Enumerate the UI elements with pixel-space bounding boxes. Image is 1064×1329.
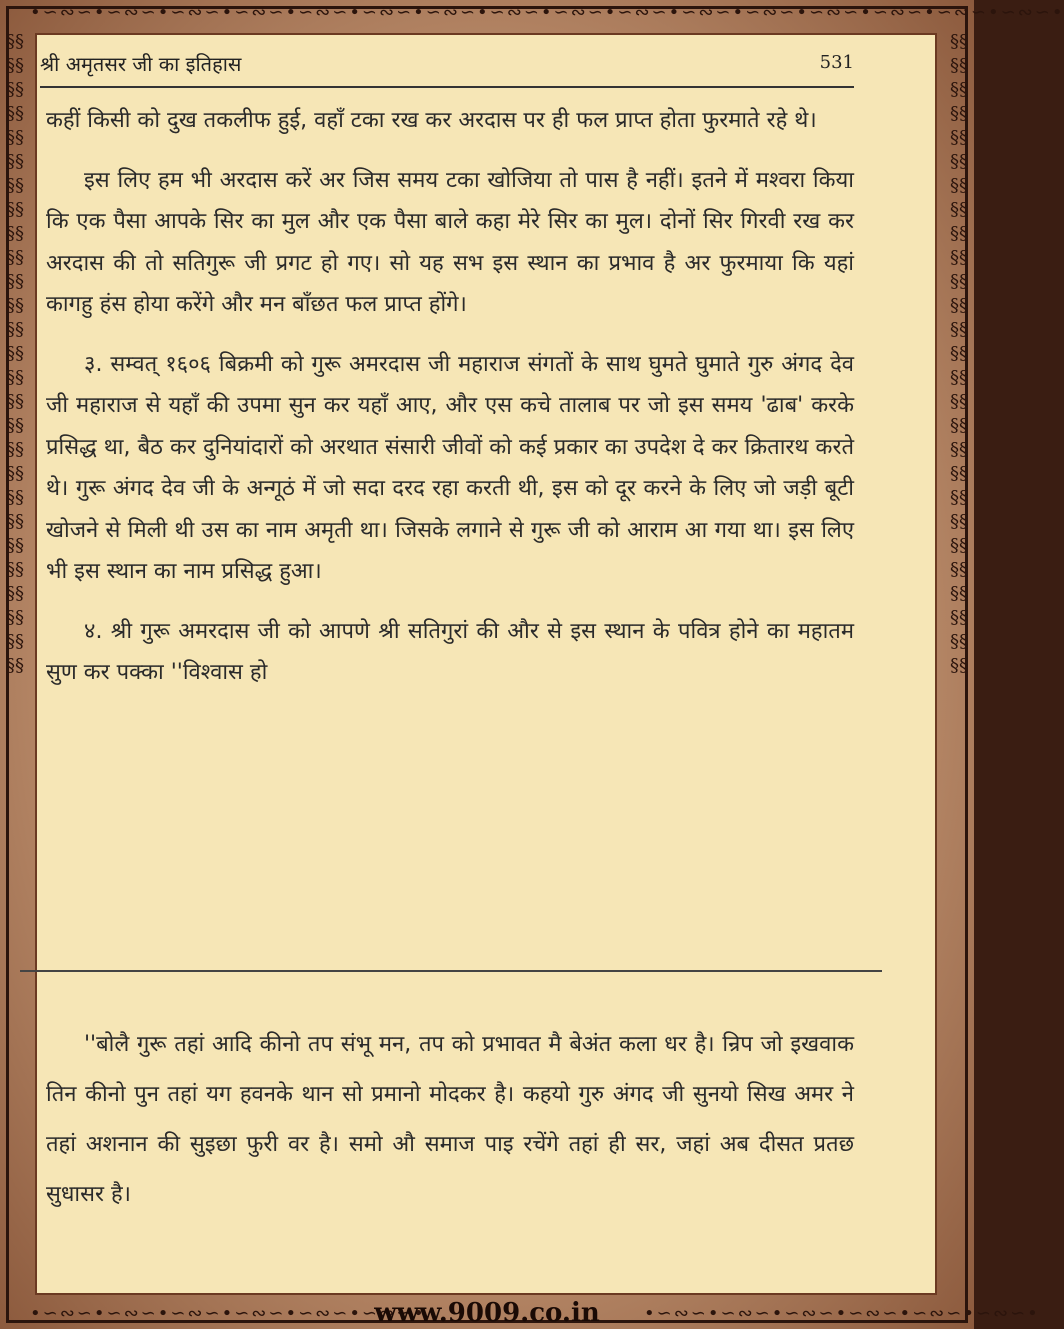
ornament-bottom-right: •∽∾∽•∽∾∽•∽∾∽•∽∾∽•∽∾∽•∽∾∽•: [644, 1303, 1040, 1324]
main-body-text: [46, 100, 854, 694]
footnote-verse: [46, 1020, 854, 1220]
paragraph-4: ४. श्री गुरू अमरदास जी को आपणे श्री सतिगुरां की और से इस स्थान के पवित्र होने का महातम सुण कर पक्का ''विश्वास हो: [46, 618, 854, 685]
paragraph-2: इस लिए हम भी अरदास करें अर जिस समय टका खोजिया तो पास है नहीं। इतने में मश्वरा किया कि एक पैसा आपके सिर का मुल और एक पैसा बाले कहा मेरे सिर का मुल। दोनों सिर गिरवी रख कर अरदास की तो सतिगुरू जी प्रगट हो गए। सो यह सभ इस स्थान का प्रभाव है अर फुरमाया कि यहां कागहु हंस होया करेंगे और मन बाँछत फल प्राप्त होंगे।: [46, 167, 854, 317]
footer-website-url: www.9009.co.in: [374, 1298, 600, 1328]
page-header: [40, 50, 854, 84]
ornament-bottom-left: •∽∾∽•∽∾∽•∽∾∽•∽∾∽•∽∾∽•∽∾∽•: [30, 1303, 426, 1324]
ornament-top-border: •∽∾∽•∽∾∽•∽∾∽•∽∾∽•∽∾∽•∽∾∽•∽∾∽•∽∾∽•∽∾∽•∽∾∽•∽∾∽•∽∾∽•∽∾∽•∽∾∽•∽∾∽•∽∾∽•: [30, 2, 1064, 23]
page-number: 531: [819, 52, 854, 73]
header-rule: [40, 86, 854, 88]
paragraph-1: कहीं किसी को दुख तकलीफ हुई, वहाँ टका रख कर अरदास पर ही फल प्राप्त होता फुरमाते रहे थे।: [46, 108, 817, 133]
page-running-title: श्री अमृतसर जी का इतिहास: [40, 52, 242, 76]
footnote-text: ''बोलै गुरू तहां आदि कीनो तप संभू मन, तप को प्रभावत मै बेअंत कला धर है। न्रिप जो इखवाक तिन कीनो पुन तहां यग हवनके थान सो प्रमानो मोदकर है। कहयो गुरु अंगद जी सुनयो सिख अमर ने तहां अशनान की सुइछा फुरी वर है। समो औ समाज पाइ रचेंगे तहां ही सर, जहां अब दीसत प्रतछ सुधासर है।: [46, 1032, 854, 1207]
footnote-separator: [20, 970, 882, 972]
paragraph-3: ३. सम्वत् १६०६ बिक्रमी को गुरू अमरदास जी महाराज संगतों के साथ घुमते घुमाते गुरु अंगद देव जी महाराज से यहाँ की उपमा सुन कर यहाँ आए, और एस कचे तालाब पर जो इस समय 'ढाब' करके प्रसिद्ध था, बैठ कर दुनियांदारों को अरथात संसारी जीवों को कई प्रकार का उपदेश दे कर क्रितारथ करते थे। गुरू अंगद देव जी के अन्गूठं में जो सदा दरद रहा करती थी, इस को दूर करने के लिए जो जड़ी बूटी खोजने से मिली थी उस का नाम अमृती था। जिसके लगाने से गुरू जी को आराम आ गया था। इस लिए भी इस स्थान का नाम प्रसिद्ध हुआ।: [46, 351, 854, 584]
ornament-right-border: §§§§§§§§§§§§§§§§§§§§§§§§§§§§§§§§§§§§§§§§§§§§§§§§§§§§§§: [950, 31, 968, 676]
ornament-left-border: §§§§§§§§§§§§§§§§§§§§§§§§§§§§§§§§§§§§§§§§§§§§§§§§§§§§§§: [6, 31, 24, 676]
